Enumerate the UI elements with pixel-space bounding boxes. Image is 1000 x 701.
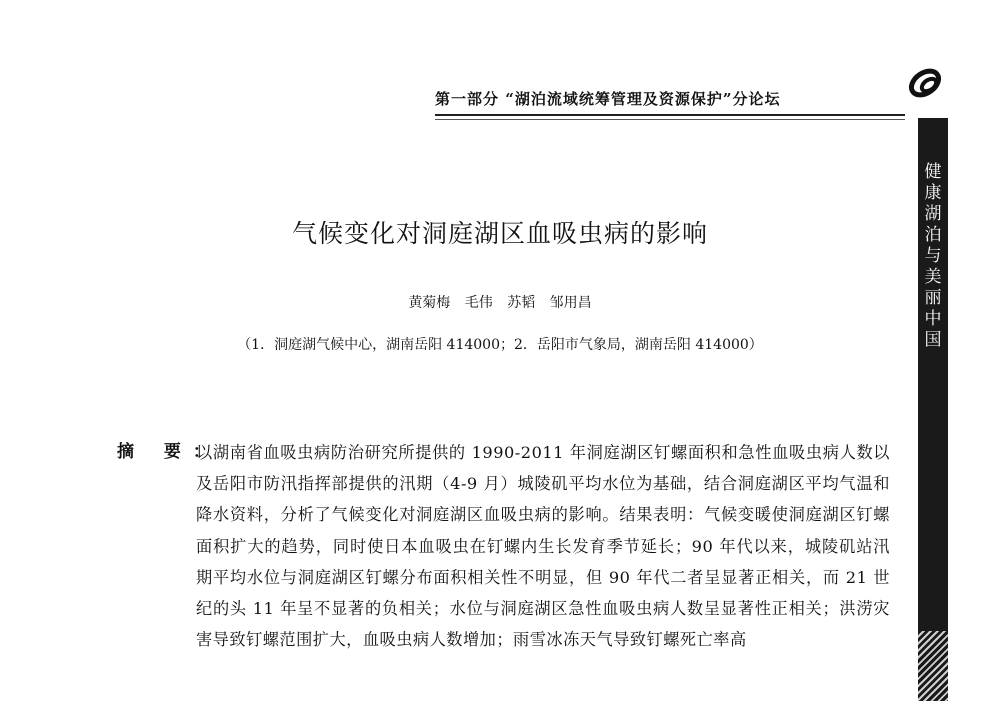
conference-logo-icon [906,66,948,102]
sidebar-hatch-pattern [918,631,948,701]
section-header: 第一部分 “湖泊流域统筹管理及资源保护”分论坛 [435,90,781,108]
sidebar-band [918,118,948,701]
sidebar-vertical-title: 健康湖泊与美丽中国 [924,162,942,350]
article-affiliation: （1．洞庭湖气候中心，湖南岳阳 414000；2．岳阳市气象局，湖南岳阳 414000） [237,337,763,353]
header-rule [435,114,905,116]
article-title: 气候变化对洞庭湖区血吸虫病的影响 [291,219,708,248]
abstract-text: 以湖南省血吸虫病防治研究所提供的 1990-2011 年洞庭湖区钉螺面积和急性血吸虫病人数以及岳阳市防汛指挥部提供的汛期（4-9 月）城陵矶平均水位为基础，结合洞庭湖区平均气温和降水资料，分析了气候变化对洞庭湖区血吸虫病的影响。结果表明：气候变暖使洞庭湖区钉螺面积扩大的趋势，同时使日本血吸虫在钉螺内生长发育季节延长；90 年代以来，城陵矶站汛期平均水位与洞庭湖区钉螺分布面积相关性不明显，但 90 年代二者呈显著正相关，而 21 世纪的头 11 年呈不显著的负相关；水位与洞庭湖区急性血吸虫病人数呈显著性正相关；洪涝灾害导致钉螺范围扩大，血吸虫病人数增加；雨雪冰冻天气导致钉螺死亡率高 [196,443,890,650]
header-rule-thin [435,119,905,120]
abstract-label: 摘 要： [117,442,222,462]
article-authors: 黄菊梅 毛伟 苏韬 邹用昌 [408,295,592,311]
